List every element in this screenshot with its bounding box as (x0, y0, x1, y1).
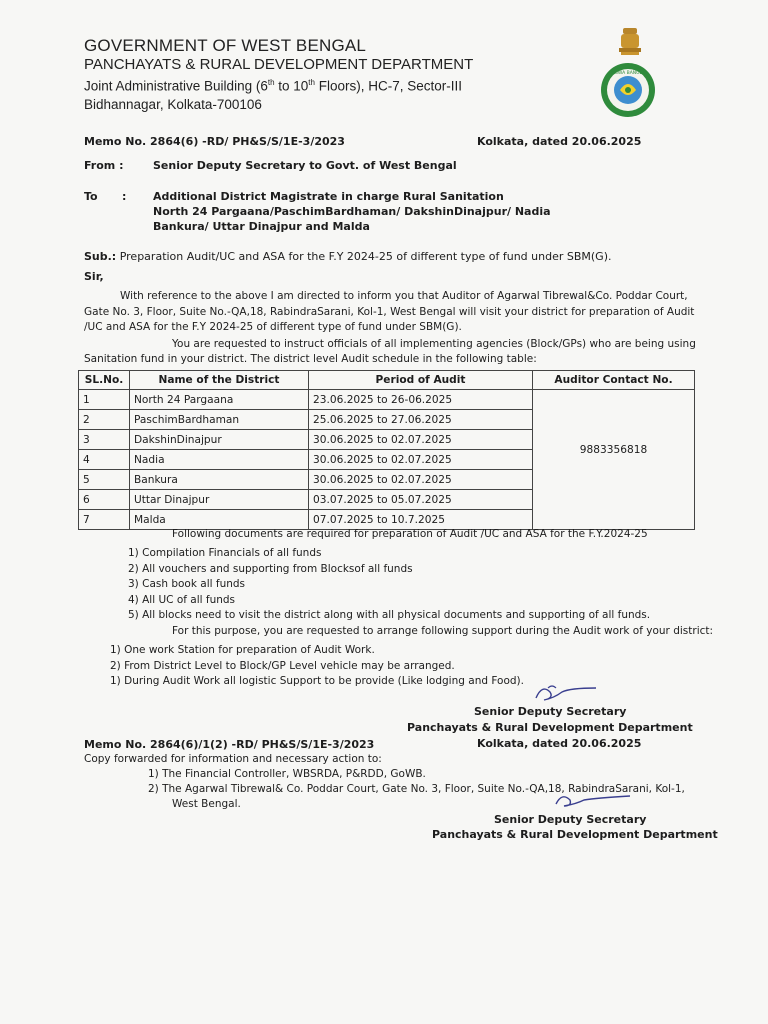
header-government: GOVERNMENT OF WEST BENGAL (84, 36, 367, 55)
recipient-item: 1) The Financial Controller, WBSRDA, P&RDD, GoWB. (148, 768, 426, 780)
header-address-line1: Joint Administrative Building (6th to 10th Floors), HC-7, Sector-III (84, 78, 462, 94)
subject: Sub.: Preparation Audit/UC and ASA for the F.Y 2024-25 of different type of fund under SBM(G). (84, 250, 612, 263)
to-label: To (84, 190, 98, 203)
header-department: PANCHAYATS & RURAL DEVELOPMENT DEPARTMENT (84, 56, 474, 73)
from-label: From : (84, 159, 124, 172)
to-line3: Bankura/ Uttar Dinajpur and Malda (153, 220, 370, 233)
signatory2-title: Senior Deputy Secretary (494, 813, 647, 826)
support-item: 1) During Audit Work all logistic Support to be provide (Like lodging and Food). (110, 675, 524, 687)
para1-line3: /UC and ASA for the F.Y 2024-25 of different type of fund under SBM(G). (84, 321, 462, 333)
to-line1: Additional District Magistrate in charge Rural Sanitation (153, 190, 504, 203)
handwritten-signature-icon (530, 682, 600, 706)
header-period: Period of Audit (309, 371, 533, 390)
copy-forwarded: Copy forwarded for information and necessary action to: (84, 753, 382, 765)
audit-schedule-table (78, 370, 695, 530)
recipient-item-cont: West Bengal. (172, 798, 241, 810)
table-row: 4 Nadia 30.06.2025 to 02.07.2025 (79, 450, 695, 470)
support-item: 2) From District Level to Block/GP Level vehicle may be arranged. (110, 660, 455, 672)
support-item: 1) One work Station for preparation of Audit Work. (110, 644, 375, 656)
government-logo (590, 24, 670, 119)
salutation: Sir, (84, 270, 104, 283)
signatory-department: Panchayats & Rural Development Department (407, 721, 693, 734)
support-intro: For this purpose, you are requested to arrange following support during the Audit work of your district: (172, 625, 714, 637)
from-value: Senior Deputy Secretary to Govt. of West Bengal (153, 159, 457, 172)
table-header-row (79, 371, 695, 390)
memo2-number: Memo No. 2864(6)/1(2) -RD/ PH&S/S/1E-3/2023 (84, 738, 375, 751)
header-address-line2: Bidhannagar, Kolkata-700106 (84, 97, 262, 112)
memo-date: Kolkata, dated 20.06.2025 (477, 135, 642, 148)
document-item: 5) All blocks need to visit the district along with all physical documents and supporting of all funds. (128, 609, 651, 621)
header-sl: SL.No. (79, 371, 130, 390)
para1-line2: Gate No. 3, Floor, Suite No.-QA,18, RabindraSarani, Kol-1, West Bengal will visit your district for preparation of Audit (84, 306, 695, 318)
recipient-item: 2) The Agarwal Tibrewal& Co. Poddar Court, Gate No. 3, Floor, Suite No.-QA,18, RabindraSarani, Kol-1, (148, 783, 685, 795)
para2-line2: Sanitation fund in your district. The district level Audit schedule in the following table: (84, 353, 537, 365)
table-row: 2 PaschimBardhaman 25.06.2025 to 27.06.2025 (79, 410, 695, 430)
table-row: 1 North 24 Pargaana 23.06.2025 to 26-06.2025 9883356818 (79, 390, 695, 410)
signatory2-department: Panchayats & Rural Development Department (432, 828, 718, 841)
document-item: 2) All vouchers and supporting from Blocksof all funds (128, 563, 413, 575)
signatory-title: Senior Deputy Secretary (474, 705, 627, 718)
handwritten-signature-icon (548, 790, 638, 814)
to-colon: : (122, 190, 127, 203)
document-item: 1) Compilation Financials of all funds (128, 547, 322, 559)
auditor-contact: 9883356818 (533, 390, 695, 530)
table-row: 7 Malda 07.07.2025 to 10.7.2025 (79, 510, 695, 530)
table-row: 3 DakshinDinajpur 30.06.2025 to 02.07.2025 (79, 430, 695, 450)
to-line2: North 24 Pargaana/PaschimBardhaman/ DakshinDinajpur/ Nadia (153, 205, 551, 218)
document-item: 4) All UC of all funds (128, 594, 236, 606)
table-row: 6 Uttar Dinajpur 03.07.2025 to 05.07.2025 (79, 490, 695, 510)
document-item: 3) Cash book all funds (128, 578, 246, 590)
national-emblem-icon (619, 28, 641, 55)
documents-intro: Following documents are required for preparation of Audit /UC and ASA for the F.Y.2024-25 (172, 528, 648, 540)
header-district: Name of the District (130, 371, 309, 390)
memo2-date: Kolkata, dated 20.06.2025 (477, 737, 642, 750)
header-contact: Auditor Contact No. (533, 371, 695, 390)
para2-line1: You are requested to instruct officials of all implementing agencies (Block/GPs) who are being using (172, 338, 696, 350)
seal-text: BISWA BANGLA (610, 71, 646, 76)
para1-line1: With reference to the above I am directed to inform you that Auditor of Agarwal Tibrewal&Co. Poddar Court, (120, 290, 688, 302)
table-row: 5 Bankura 30.06.2025 to 02.07.2025 (79, 470, 695, 490)
memo-number: Memo No. 2864(6) -RD/ PH&S/S/1E-3/2023 (84, 135, 345, 148)
